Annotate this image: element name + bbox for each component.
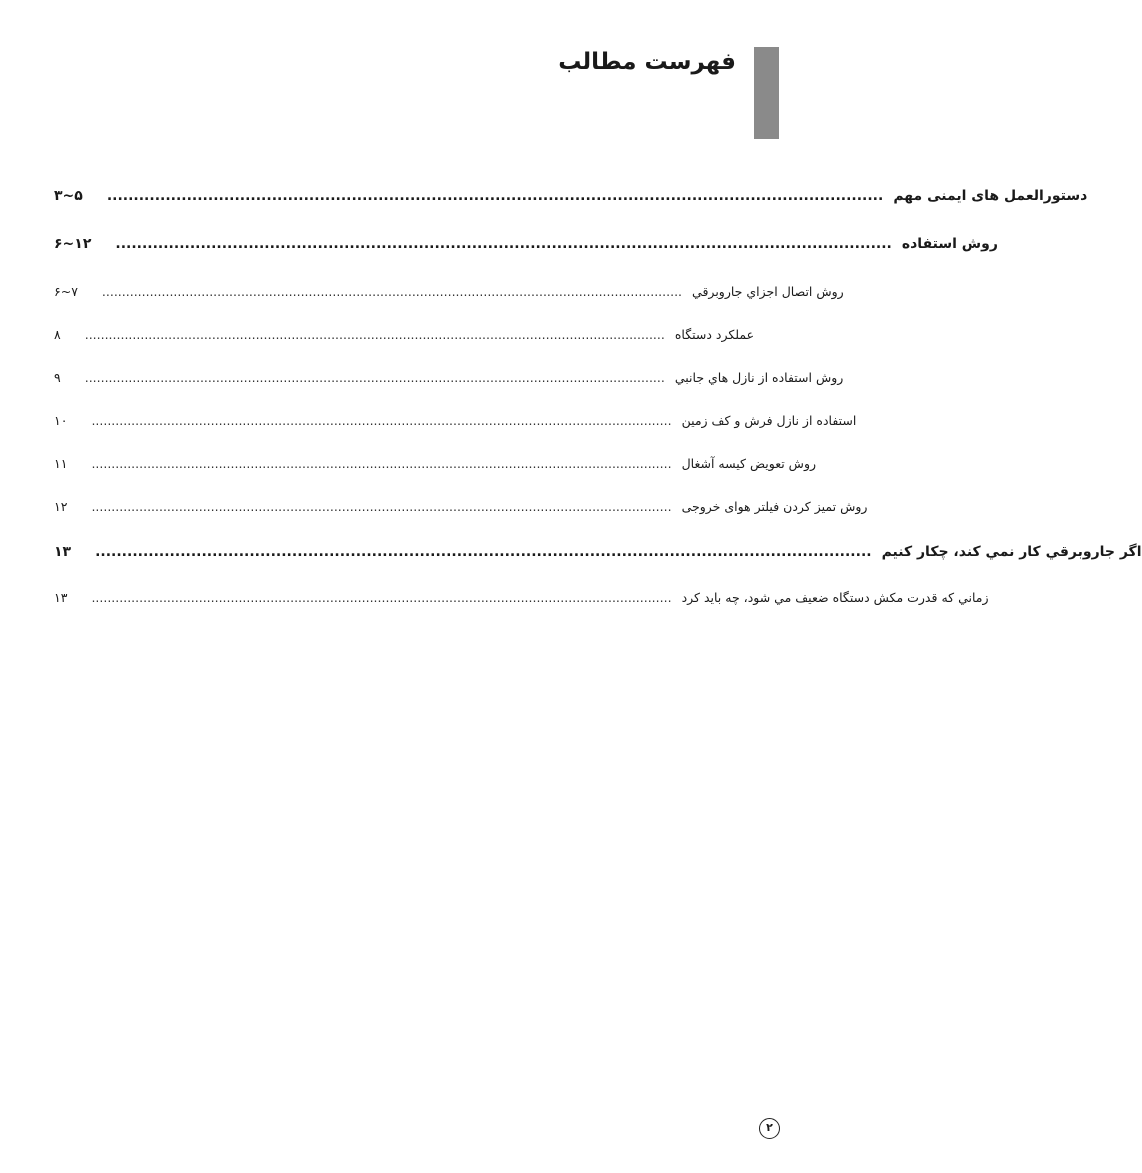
toc-entry-title: عملکرد دستگاه	[674, 327, 755, 342]
toc-entry-title: اگر جاروبرقي کار نمي کند، چکار کنیم	[881, 544, 1142, 560]
toc-entry-title: روش اتصال اجزاي جاروبرقي	[692, 284, 844, 299]
page-number-badge: ۲	[759, 1118, 780, 1139]
dot-leader: ..................................................................................................................................................	[95, 544, 872, 560]
toc-entry-pages: ۱۳	[54, 590, 68, 605]
toc-entry-pages: ۶~۱۲	[54, 236, 92, 252]
toc-entry-device-operation[interactable]	[54, 324, 755, 346]
toc-entry-title: استفاده از نازل فرش و کف زمین	[681, 413, 857, 428]
dot-leader: ..................................................................................................................................................	[84, 327, 665, 342]
toc-entry-pages: ۹	[54, 370, 61, 385]
dot-leader: ..................................................................................................................................................	[91, 499, 672, 514]
toc-entry-pages: ۶~۷	[54, 284, 78, 299]
toc-entry-pages: ۸	[54, 327, 61, 342]
toc-entry-exhaust-filter[interactable]	[54, 496, 868, 518]
page-title: فهرست مطالب	[558, 49, 736, 75]
toc-entry-troubleshooting[interactable]	[54, 540, 1142, 564]
toc-entry-pages: ۱۲	[54, 499, 68, 514]
toc-entry-title: زماني که قدرت مکش دستگاه ضعیف مي شود، چه باید کرد	[681, 590, 989, 605]
toc-entry-title: روش تمیز کردن فیلتر هوای خروجی	[681, 499, 868, 514]
toc-entry-pages: ۱۱	[54, 456, 68, 471]
dot-leader: ..................................................................................................................................................	[84, 370, 665, 385]
toc-entry-title: دستورالعمل های ایمنی مهم	[893, 188, 1088, 204]
dot-leader: ..................................................................................................................................................	[106, 188, 884, 204]
dot-leader: ..................................................................................................................................................	[91, 413, 672, 428]
dot-leader: ..................................................................................................................................................	[91, 456, 672, 471]
toc-entry-pages: ۳~۵	[54, 188, 83, 204]
dot-leader: ..................................................................................................................................................	[101, 284, 683, 299]
toc-entry-safety-instructions[interactable]	[54, 184, 1088, 208]
toc-entry-title: روش تعویض کیسه آشغال	[681, 456, 817, 471]
toc-entry-title: روش استفاده	[901, 236, 998, 252]
toc-entry-dust-bag[interactable]	[54, 453, 817, 475]
toc-entry-pages: ۱۳	[54, 544, 72, 560]
dot-leader: ..................................................................................................................................................	[91, 590, 672, 605]
toc-entry-weak-suction[interactable]	[54, 587, 989, 609]
toc-entry-pages: ۱۰	[54, 413, 68, 428]
dot-leader: ..................................................................................................................................................	[115, 236, 892, 252]
toc-entry-connecting-parts[interactable]	[54, 281, 844, 303]
toc-entry-title: روش استفاده از نازل هاي جانبي	[674, 370, 844, 385]
toc-entry-side-nozzles[interactable]	[54, 367, 844, 389]
toc-entry-usage[interactable]	[54, 232, 998, 256]
toc-entry-floor-nozzle[interactable]	[54, 410, 857, 432]
